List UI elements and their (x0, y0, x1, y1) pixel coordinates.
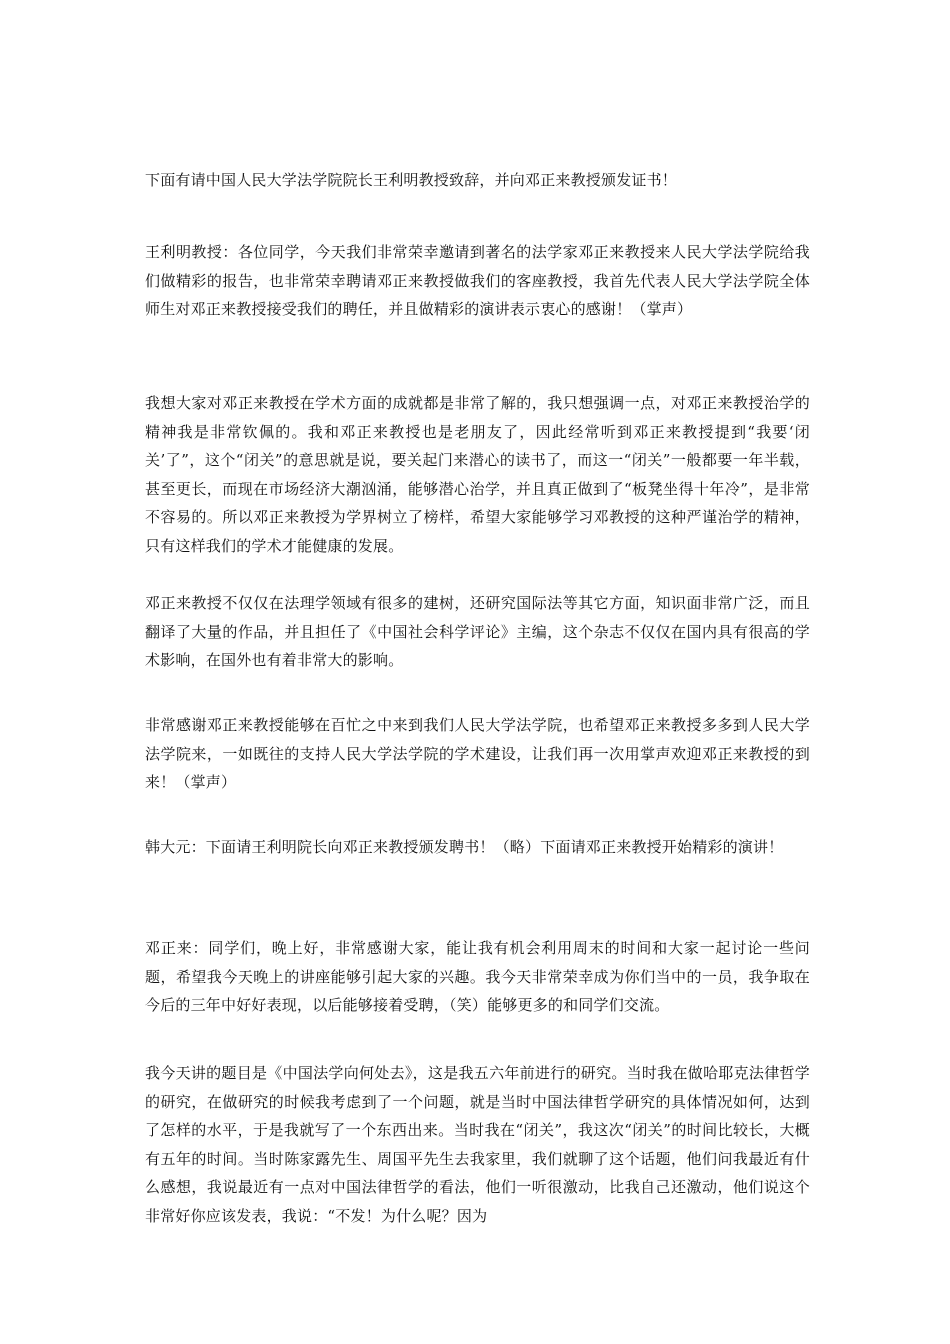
paragraph-invitation: 下面有请中国人民大学法学院院长王利明教授致辞，并向邓正来教授颁发证书！ (145, 171, 678, 189)
paragraph-han-dayuan: 韩大元：下面请王利明院长向邓正来教授颁发聘书！（略）下面请邓正来教授开始精彩的演讲！ (145, 838, 784, 856)
paragraph-wang-liming-intro: 王利明教授：各位同学，今天我们非常荣幸邀请到著名的法学家邓正来教授来人民大学法学院给我们做精彩的报告，也非常荣幸聘请邓正来教授做我们的客座教授，我首先代表人民大学法学院全体师生对邓正来教授接受我们的聘任，并且做精彩的演讲表示衷心的感谢！（掌声） (145, 243, 810, 318)
paragraph-scholarship-praise: 我想大家对邓正来教授在学术方面的成就都是非常了解的，我只想强调一点，对邓正来教授治学的精神我是非常钦佩的。我和邓正来教授也是老朋友了，因此经常听到邓正来教授提到“我要‘闭关’了”，这个“闭关”的意思就是说，要关起门来潜心的读书了，而这一“闭关”一般都要一年半载，甚至更长，而现在市场经济大潮汹涌，能够潜心治学，并且真正做到了“板凳坐得十年冷”，是非常不容易的。所以邓正来教授为学界树立了榜样，希望大家能够学习邓教授的这种严谨治学的精神，只有这样我们的学术才能健康的发展。 (145, 394, 810, 555)
paragraph-deng-zhenglai-greeting: 邓正来：同学们，晚上好，非常感谢大家，能让我有机会利用周末的时间和大家一起讨论一些问题，希望我今天晚上的讲座能够引起大家的兴趣。我今天非常荣幸成为你们当中的一员，我争取在今后的三年中好好表现，以后能够接着受聘，（笑）能够更多的和同学们交流。 (145, 939, 810, 1014)
paragraph-achievements: 邓正来教授不仅仅在法理学领域有很多的建树，还研究国际法等其它方面，知识面非常广泛，而且翻译了大量的作品，并且担任了《中国社会科学评论》主编，这个杂志不仅仅在国内具有很高的学术影响，在国外也有着非常大的影响。 (145, 594, 810, 669)
paragraph-lecture-topic: 我今天讲的题目是《中国法学向何处去》，这是我五六年前进行的研究。当时我在做哈耶克法律哲学的研究，在做研究的时候我考虑到了一个问题，就是当时中国法律哲学研究的具体情况如何，达到了怎样的水平，于是我就写了一个东西出来。当时我在“闭关”，我这次“闭关”的时间比较长，大概有五年的时间。当时陈家露先生、周国平先生去我家里，我们就聊了这个话题，他们问我最近有什么感想，我说最近有一点对中国法律哲学的看法，他们一听很激动，比我自己还激动，他们说这个非常好你应该发表，我说：“不发！为什么呢？因为 (145, 1064, 810, 1225)
paragraph-thanks: 非常感谢邓正来教授能够在百忙之中来到我们人民大学法学院，也希望邓正来教授多多到人民大学法学院来，一如既往的支持人民大学法学院的学术建设，让我们再一次用掌声欢迎邓正来教授的到来！（掌声） (145, 716, 810, 791)
